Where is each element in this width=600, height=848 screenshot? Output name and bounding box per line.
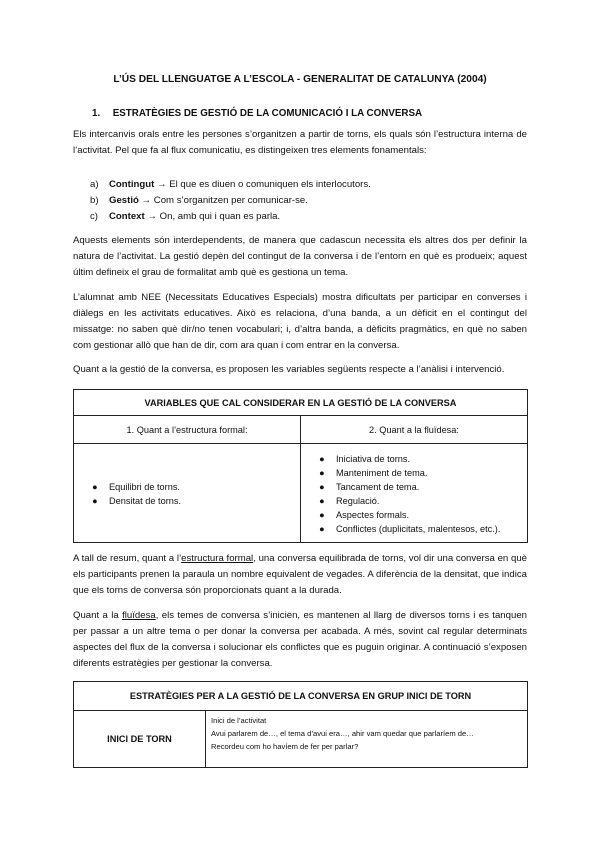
paragraph-fluency [73, 608, 527, 672]
variables-table [73, 389, 528, 543]
bullet-icon: ● [92, 482, 98, 492]
list-item-text: Iniciativa de torns. [336, 454, 411, 464]
fluency-term: fluïdesa [122, 610, 156, 621]
strategies-table [73, 681, 528, 768]
list-term: Context [109, 211, 145, 222]
list-item-text: Tancament de tema. [336, 482, 420, 492]
column-structure-title: 1. Quant a l’estructura formal: [74, 416, 301, 444]
turn-start-label: INICI DE TORN [74, 711, 206, 768]
paragraph-summary [73, 551, 527, 599]
list-item [309, 507, 519, 521]
structure-formal-term: estructura formal [181, 553, 254, 564]
list-item [309, 465, 519, 479]
turn-start-examples [206, 711, 528, 768]
list-marker: b) [90, 195, 99, 206]
intro-paragraph: Els intercanvis orals entre les persones s’organitzen a partir de torns, els quals són l’estructura interna de l’activitat. Pel que fa al flux comunicatiu, es distingeixen tres elements fonamentals: [73, 129, 527, 156]
variables-table-header: VARIABLES QUE CAL CONSIDERAR EN LA GESTIÓ DE LA CONVERSA [74, 390, 528, 416]
list-term: Contingut [109, 179, 155, 190]
list-item [90, 193, 371, 209]
summary-text-start: A tall de resum, quant a l’ [73, 553, 182, 564]
summary-text-end: , una conversa equilibrada de torns, vol dir una conversa en què els participants prenen la paraula un nombre equivalent de vegades. A diferència de la densitat, que indica que els torns de conversa són proporcionats quant a la durada. [73, 553, 527, 596]
paragraph-variables: Quant a la gestió de la conversa, es proposen les variables següents respecte a l’anàlisi i intervenció. [73, 364, 505, 375]
bullet-icon: ● [92, 496, 98, 506]
list-item-text: Conflictes (duplicitats, malentesos, etc.). [336, 524, 501, 534]
section-heading-text: ESTRATÈGIES DE GESTIÓ DE LA COMUNICACIÓ I LA CONVERSA [112, 108, 423, 119]
list-item [90, 177, 371, 193]
list-item [82, 493, 292, 507]
bullet-icon: ● [319, 496, 325, 506]
list-item [309, 479, 519, 493]
list-item-text: Equilibri de torns. [109, 482, 180, 492]
bullet-icon: ● [319, 510, 325, 520]
list-marker: c) [90, 211, 98, 222]
bullet-icon: ● [319, 454, 325, 464]
list-item-text: Regulació. [336, 496, 380, 506]
elements-list [90, 177, 371, 225]
bullet-icon: ● [319, 524, 325, 534]
bullet-icon: ● [319, 482, 325, 492]
list-desc: → Com s’organitzen per comunicar-se. [141, 195, 308, 206]
fluency-text-start: Quant a la [73, 610, 123, 621]
document-title: L’ÚS DEL LLENGUATGE A L’ESCOLA - GENERALITAT DE CATALUNYA (2004) [113, 74, 487, 85]
bullet-icon: ● [319, 468, 325, 478]
example-line: Recordeu com ho havíem de fer per parlar? [211, 742, 359, 751]
paragraph-interdependents: Aquests elements són interdependents, de manera que cadascun necessita els altres dos per definir la natura de l’activitat. La gestió depèn del contingut de la conversa i de l’entorn en què es produeix; aquest últim defineix el grau de formalitat amb què es gestiona un tema. [73, 235, 527, 278]
section-heading [92, 106, 422, 122]
list-desc: → El que es diuen o comuniquen els interlocutors. [156, 179, 371, 190]
strategies-table-header: ESTRATÈGIES PER A LA GESTIÓ DE LA CONVERSA EN GRUP INICI DE TORN [74, 682, 528, 711]
list-item [309, 451, 519, 465]
list-term: Gestió [109, 195, 139, 206]
list-item-text: Manteniment de tema. [336, 468, 428, 478]
list-item-text: Aspectes formals. [336, 510, 410, 520]
example-line: Inici de l’activitat [211, 716, 267, 725]
list-marker: a) [90, 179, 99, 190]
list-item [309, 493, 519, 507]
list-item-text: Densitat de torns. [109, 496, 182, 506]
fluency-text-end: , els temes de conversa s’inicien, es mantenen al llarg de diversos torns i es tanquen per passar a un altre tema o per donar la conversa per acabada. A més, sovint cal regular determinats aspectes del flux de la conversa i solucionar els conflictes que es puguin originar. A continuació s’exposen diferents estratègies per gestionar la conversa. [73, 610, 527, 669]
section-number: 1. [92, 108, 101, 119]
fluency-cell [301, 444, 528, 543]
list-item [82, 479, 292, 493]
list-desc: → On, amb qui i quan es parla. [147, 211, 281, 222]
paragraph-nee: L’alumnat amb NEE (Necessitats Educatives Especials) mostra dificultats per participar en converses i diàlegs en les activitats educatives. Això es relaciona, d’una banda, a un dèficit en el contingut del missatge: no saben què dir/no tenen vocabulari; i, d’altra banda, a dèficits pragmàtics, en què no saben com gestionar allò que han de dir, com ara quan i com entrar en la conversa. [73, 292, 527, 351]
example-line: Avui parlarem de…, el tema d’avui era…, ahir vam quedar que parlaríem de… [211, 729, 474, 738]
structure-cell [74, 444, 301, 543]
column-fluency-title: 2. Quant a la fluïdesa: [301, 416, 528, 444]
list-item [90, 209, 371, 225]
list-item [309, 521, 519, 535]
